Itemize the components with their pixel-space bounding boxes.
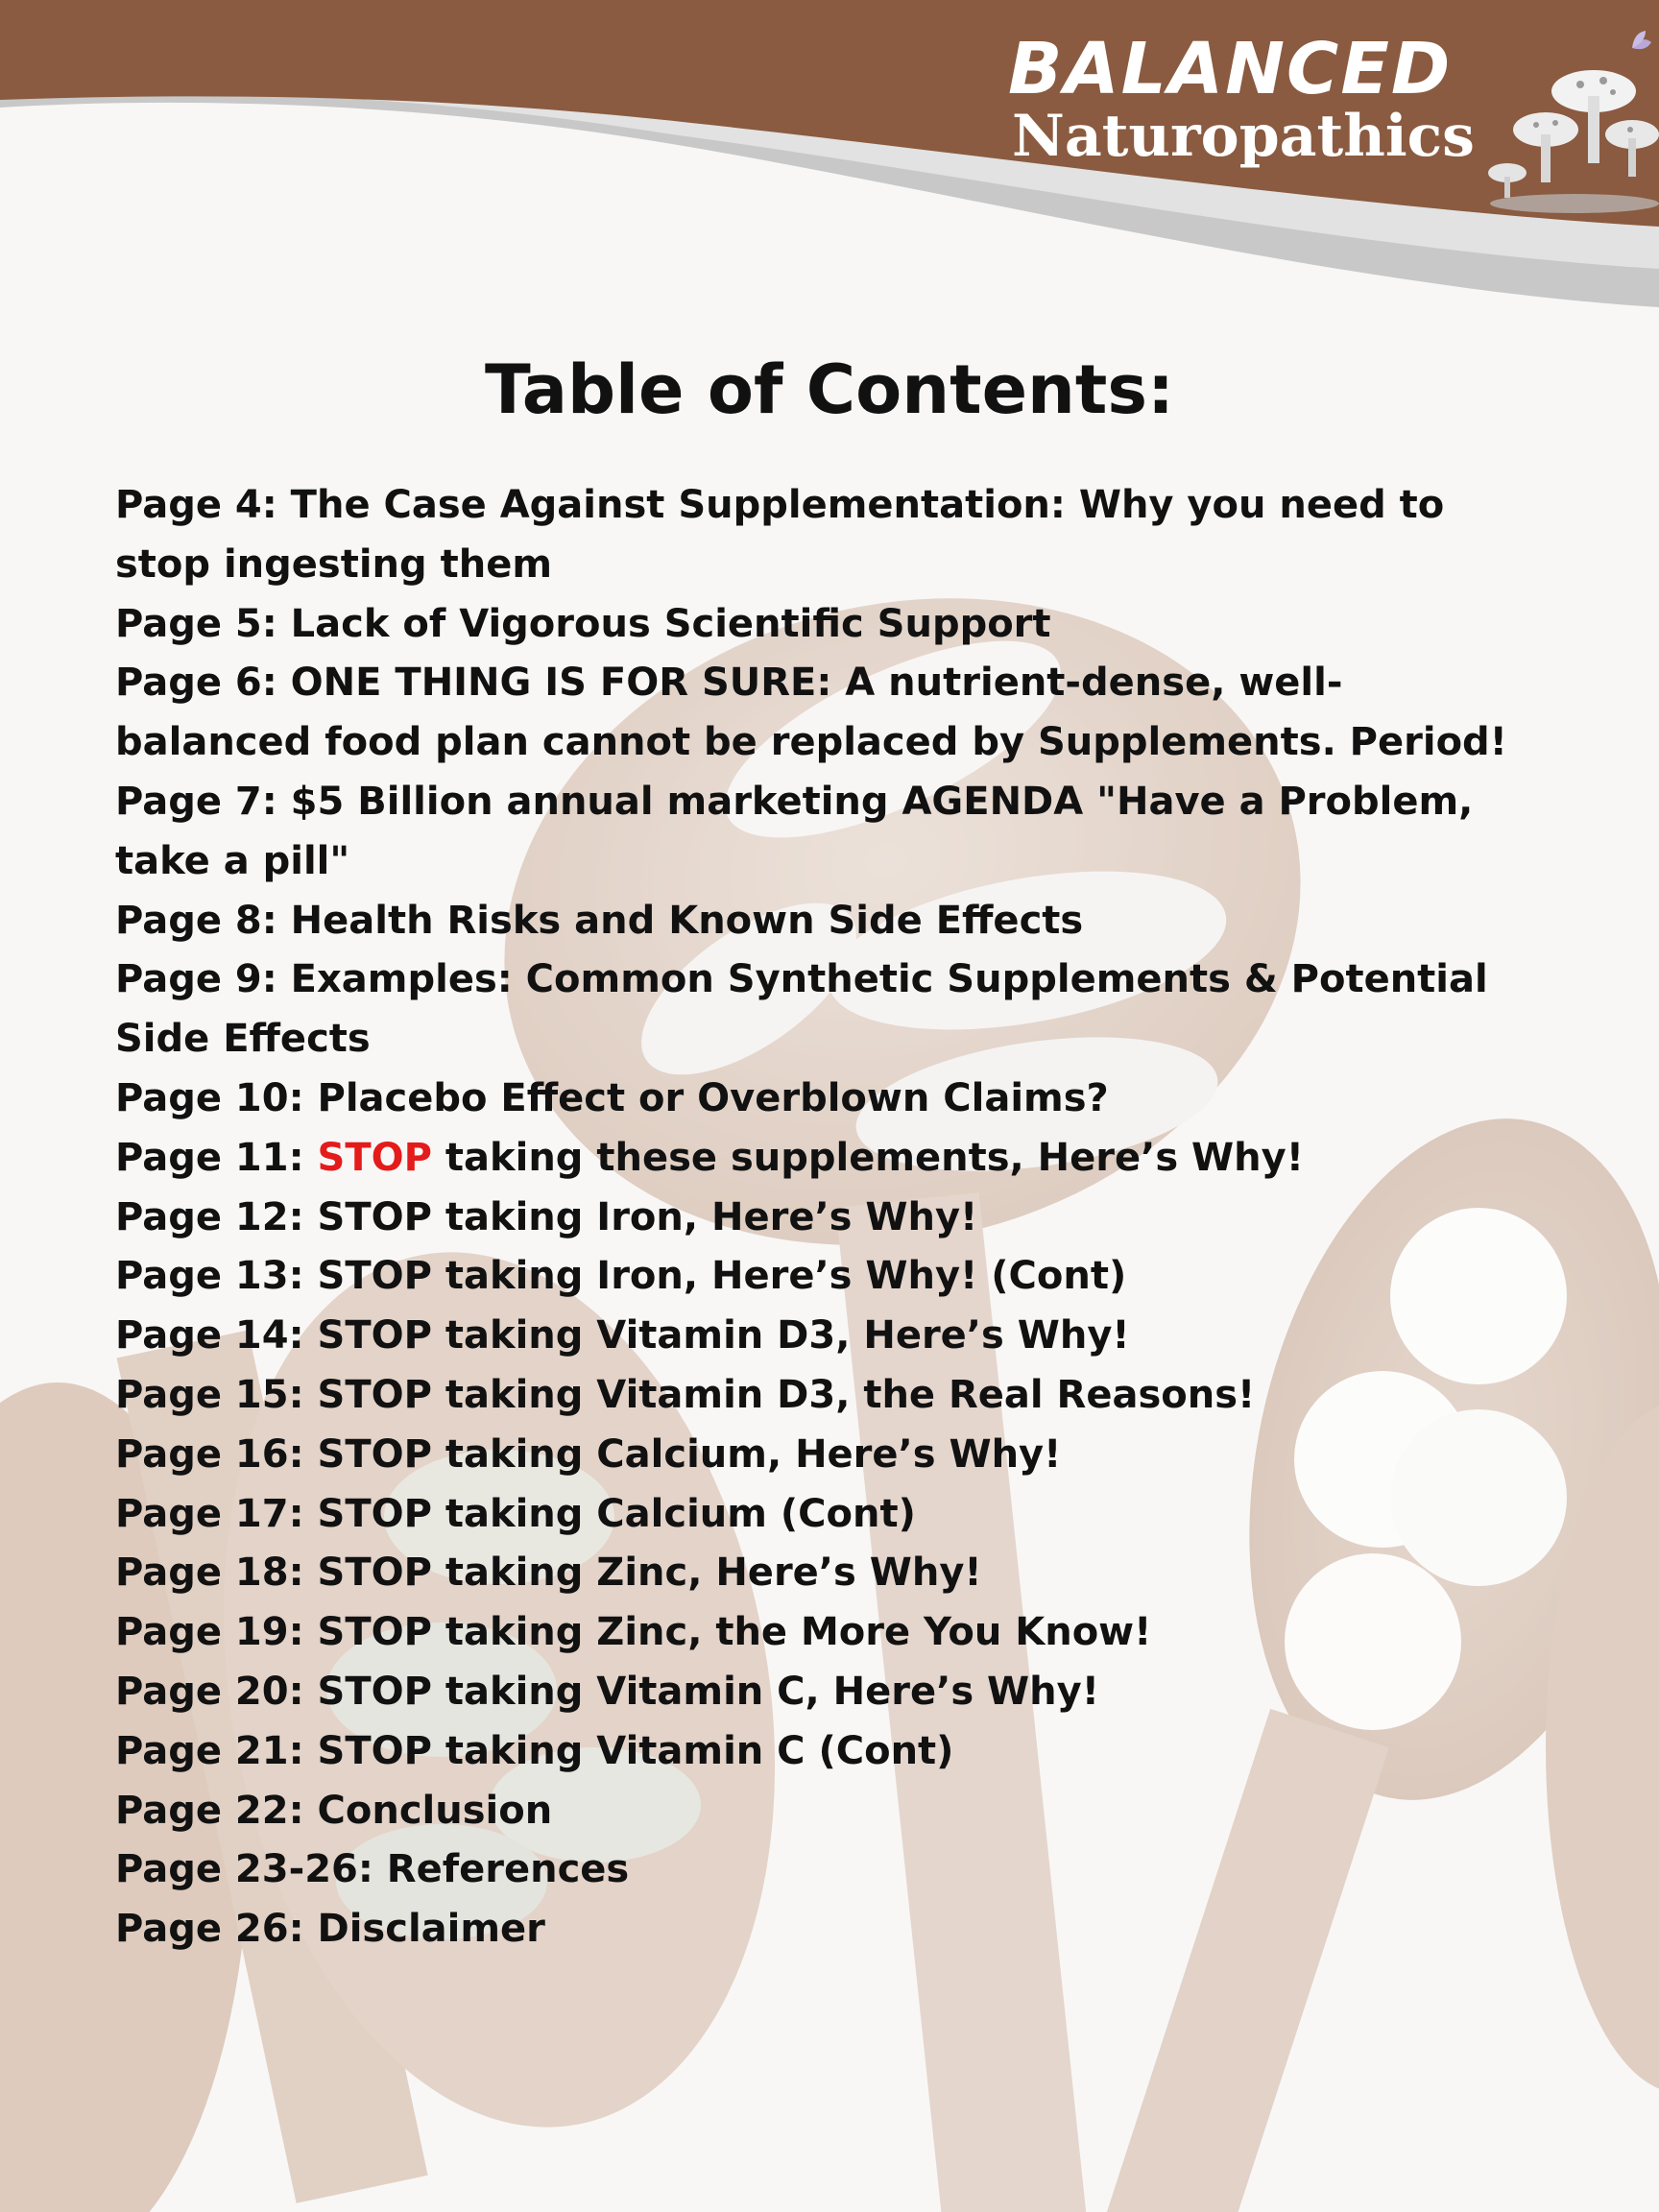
stop-highlight: STOP: [317, 1135, 432, 1180]
toc-entry: Page 5: Lack of Vigorous Scientific Support: [115, 601, 1051, 646]
toc-entry-suffix: taking these supplements, Here’s Why!: [445, 1135, 1304, 1180]
toc-entry: Page 14: STOP taking Vitamin D3, Here’s Why!: [115, 1313, 1130, 1358]
toc-entry: balanced food plan cannot be replaced by Supplements. Period!: [115, 720, 1507, 765]
toc-entry: Page 16: STOP taking Calcium, Here’s Why!: [115, 1431, 1062, 1477]
toc-entry: Page 6: ONE THING IS FOR SURE: A nutrient-dense, well-: [115, 661, 1343, 706]
toc-entry-prefix: Page 11:: [115, 1135, 304, 1180]
toc-entry: stop ingesting them: [115, 541, 552, 587]
toc-entry: Page 21: STOP taking Vitamin C (Cont): [115, 1728, 954, 1773]
toc-entry: Side Effects: [115, 1017, 371, 1062]
toc-entry: Page 17: STOP taking Calcium (Cont): [115, 1491, 916, 1536]
toc-entry: Page 7: $5 Billion annual marketing AGENDA "Have a Problem,: [115, 779, 1474, 824]
toc-entry: Page 15: STOP taking Vitamin D3, the Real Reasons!: [115, 1372, 1256, 1417]
toc-entry: Page 22: Conclusion: [115, 1788, 553, 1833]
toc-entry: take a pill": [115, 838, 350, 883]
brand-name: BALANCED: [1008, 28, 1453, 110]
toc-entry: Page 10: Placebo Effect or Overblown Claims?: [115, 1075, 1109, 1120]
toc-entry: Page 26: Disclaimer: [115, 1907, 545, 1952]
page-title: Table of Contents:: [484, 350, 1174, 429]
toc-entry: Page 20: STOP taking Vitamin C, Here’s Why!: [115, 1669, 1099, 1714]
brand-subtitle: Naturopathics: [1012, 103, 1475, 170]
table-of-contents: [115, 476, 1575, 1960]
toc-entry: Page 13: STOP taking Iron, Here’s Why! (Cont): [115, 1254, 1127, 1299]
toc-entry: Page 19: STOP taking Zinc, the More You Know!: [115, 1610, 1152, 1655]
toc-entry: Page 9: Examples: Common Synthetic Supplements & Potential: [115, 957, 1488, 1002]
toc-entry-highlight: [115, 1129, 1575, 1189]
toc-entry: Page 4: The Case Against Supplementation: Why you need to: [115, 483, 1445, 527]
toc-entry: Page 12: STOP taking Iron, Here’s Why!: [115, 1194, 978, 1239]
mushroom-cluster-logo-icon: [1488, 29, 1659, 221]
toc-entry: Page 8: Health Risks and Known Side Effects: [115, 898, 1084, 943]
toc-entry: Page 18: STOP taking Zinc, Here’s Why!: [115, 1551, 982, 1596]
brand-logo: [970, 29, 1659, 192]
toc-entry: Page 23-26: References: [115, 1847, 630, 1892]
